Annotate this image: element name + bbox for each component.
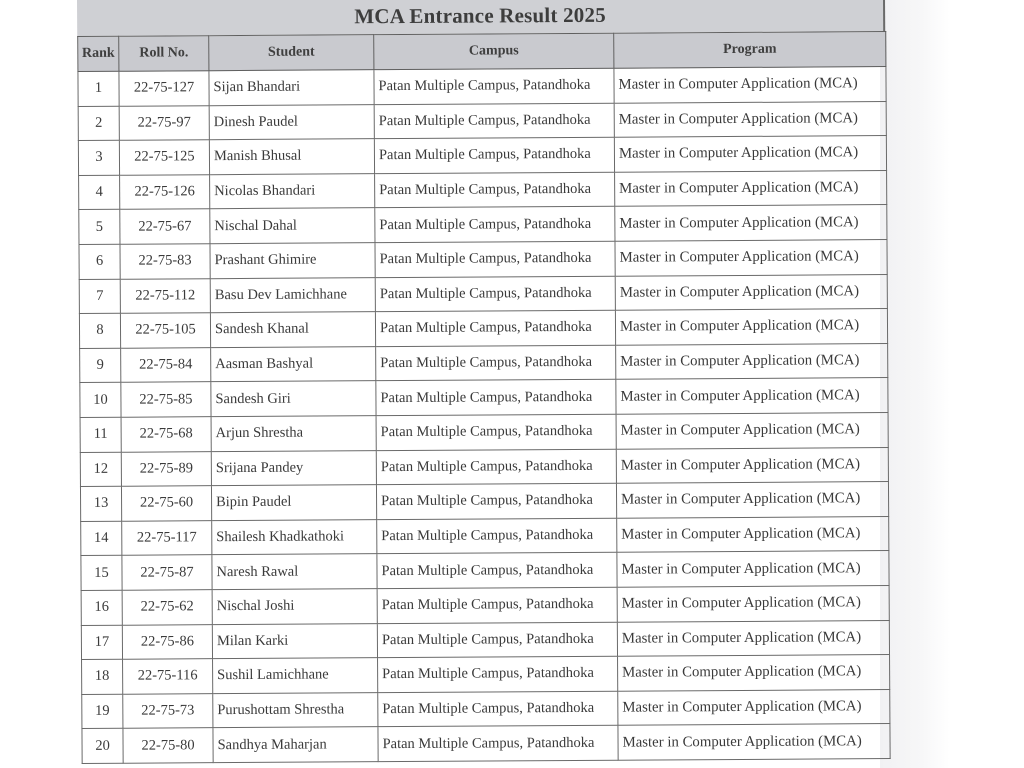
table-row — [79, 274, 887, 314]
program-cell: Master in Computer Application (MCA) — [614, 136, 886, 172]
campus-cell: Patan Multiple Campus, Patandhoka — [376, 483, 616, 519]
student-cell: Sandhya Maharjan — [213, 727, 378, 763]
rank-cell: 11 — [80, 417, 121, 452]
campus-cell: Patan Multiple Campus, Patandhoka — [374, 68, 614, 104]
rank-cell: 9 — [80, 348, 121, 383]
campus-cell: Patan Multiple Campus, Patandhoka — [375, 241, 615, 277]
table-row — [82, 655, 890, 695]
rank-cell: 10 — [80, 383, 121, 418]
rank-cell: 3 — [78, 140, 119, 175]
campus-cell: Patan Multiple Campus, Patandhoka — [377, 622, 617, 658]
column-header-roll: Roll No. — [119, 36, 209, 72]
table-row — [80, 482, 888, 522]
campus-cell: Patan Multiple Campus, Patandhoka — [374, 103, 614, 139]
student-cell: Manish Bhusal — [209, 139, 374, 175]
program-cell: Master in Computer Application (MCA) — [615, 205, 887, 241]
student-cell: Nischal Dahal — [210, 208, 375, 244]
table-row — [78, 67, 886, 107]
student-cell: Naresh Rawal — [212, 554, 377, 590]
table-row — [80, 343, 888, 383]
campus-cell: Patan Multiple Campus, Patandhoka — [376, 380, 616, 416]
table-row — [81, 620, 889, 660]
program-cell: Master in Computer Application (MCA) — [616, 447, 888, 483]
student-cell: Sijan Bhandari — [209, 70, 374, 106]
roll-cell: 22-75-73 — [123, 693, 213, 728]
roll-cell: 22-75-84 — [121, 347, 211, 382]
table-header-row — [78, 32, 886, 72]
student-cell: Sandesh Khanal — [210, 312, 375, 348]
table-row — [81, 551, 889, 591]
page-edge-shadow — [880, 0, 950, 768]
student-cell: Prashant Ghimire — [210, 243, 375, 279]
table-row — [80, 447, 888, 487]
program-cell: Master in Computer Application (MCA) — [617, 551, 889, 587]
program-cell: Master in Computer Application (MCA) — [614, 67, 886, 103]
table-row — [82, 689, 890, 729]
program-cell: Master in Computer Application (MCA) — [616, 482, 888, 518]
campus-cell: Patan Multiple Campus, Patandhoka — [376, 414, 616, 450]
table-row — [80, 378, 888, 418]
table-row — [80, 412, 888, 452]
student-cell: Purushottam Shrestha — [213, 692, 378, 728]
campus-cell: Patan Multiple Campus, Patandhoka — [377, 518, 617, 554]
column-header-program: Program — [614, 32, 886, 69]
campus-cell: Patan Multiple Campus, Patandhoka — [376, 449, 616, 485]
roll-cell: 22-75-127 — [119, 71, 209, 106]
campus-cell: Patan Multiple Campus, Patandhoka — [375, 310, 615, 346]
program-cell: Master in Computer Application (MCA) — [617, 620, 889, 656]
roll-cell: 22-75-126 — [120, 174, 210, 209]
program-cell: Master in Computer Application (MCA) — [618, 689, 890, 725]
program-cell: Master in Computer Application (MCA) — [616, 378, 888, 414]
table-row — [78, 101, 886, 141]
roll-cell: 22-75-89 — [121, 451, 211, 486]
student-cell: Srijana Pandey — [211, 450, 376, 486]
column-header-campus: Campus — [374, 33, 614, 69]
rank-cell: 6 — [79, 244, 120, 279]
campus-cell: Patan Multiple Campus, Patandhoka — [376, 345, 616, 381]
program-cell: Master in Computer Application (MCA) — [615, 240, 887, 276]
program-cell: Master in Computer Application (MCA) — [615, 274, 887, 310]
student-cell: Sandesh Giri — [211, 381, 376, 417]
table-row — [78, 136, 886, 176]
roll-cell: 22-75-68 — [121, 417, 211, 452]
rank-cell: 19 — [82, 694, 123, 729]
roll-cell: 22-75-125 — [119, 140, 209, 175]
campus-cell: Patan Multiple Campus, Patandhoka — [377, 553, 617, 589]
campus-cell: Patan Multiple Campus, Patandhoka — [377, 587, 617, 623]
program-cell: Master in Computer Application (MCA) — [618, 724, 890, 760]
rank-cell: 18 — [82, 659, 123, 694]
student-cell: Basu Dev Lamichhane — [210, 277, 375, 313]
campus-cell: Patan Multiple Campus, Patandhoka — [378, 656, 618, 692]
program-cell: Master in Computer Application (MCA) — [617, 516, 889, 552]
program-cell: Master in Computer Application (MCA) — [616, 412, 888, 448]
program-cell: Master in Computer Application (MCA) — [615, 309, 887, 345]
student-cell: Dinesh Paudel — [209, 104, 374, 140]
student-cell: Aasman Bashyal — [211, 346, 376, 382]
rank-cell: 5 — [79, 210, 120, 245]
document-title: MCA Entrance Result 2025 — [77, 0, 885, 36]
campus-cell: Patan Multiple Campus, Patandhoka — [374, 137, 614, 173]
table-row — [79, 205, 887, 245]
roll-cell: 22-75-97 — [119, 105, 209, 140]
roll-cell: 22-75-67 — [120, 209, 210, 244]
student-cell: Arjun Shrestha — [211, 416, 376, 452]
rank-cell: 20 — [82, 729, 123, 764]
campus-cell: Patan Multiple Campus, Patandhoka — [375, 207, 615, 243]
campus-cell: Patan Multiple Campus, Patandhoka — [375, 172, 615, 208]
student-cell: Shailesh Khadkathoki — [212, 519, 377, 555]
rank-cell: 7 — [79, 279, 120, 314]
result-sheet — [77, 0, 890, 764]
table-row — [82, 724, 890, 764]
table-row — [81, 585, 889, 625]
roll-cell: 22-75-60 — [121, 486, 211, 521]
campus-cell: Patan Multiple Campus, Patandhoka — [378, 725, 618, 761]
result-table — [77, 31, 890, 764]
program-cell: Master in Computer Application (MCA) — [614, 101, 886, 137]
roll-cell: 22-75-105 — [120, 313, 210, 348]
rank-cell: 16 — [81, 590, 122, 625]
campus-cell: Patan Multiple Campus, Patandhoka — [375, 276, 615, 312]
rank-cell: 17 — [81, 625, 122, 660]
program-cell: Master in Computer Application (MCA) — [615, 170, 887, 206]
student-cell: Sushil Lamichhane — [213, 658, 378, 694]
roll-cell: 22-75-87 — [122, 555, 212, 590]
roll-cell: 22-75-117 — [122, 520, 212, 555]
student-cell: Milan Karki — [212, 623, 377, 659]
roll-cell: 22-75-112 — [120, 278, 210, 313]
rank-cell: 4 — [79, 175, 120, 210]
rank-cell: 13 — [80, 486, 121, 521]
campus-cell: Patan Multiple Campus, Patandhoka — [378, 691, 618, 727]
rank-cell: 14 — [81, 521, 122, 556]
rank-cell: 12 — [80, 452, 121, 487]
student-cell: Bipin Paudel — [211, 485, 376, 521]
roll-cell: 22-75-86 — [122, 624, 212, 659]
student-cell: Nicolas Bhandari — [210, 173, 375, 209]
table-row — [79, 170, 887, 210]
program-cell: Master in Computer Application (MCA) — [616, 343, 888, 379]
column-header-rank: Rank — [78, 36, 119, 71]
student-cell: Nischal Joshi — [212, 589, 377, 625]
table-row — [81, 516, 889, 556]
roll-cell: 22-75-83 — [120, 244, 210, 279]
program-cell: Master in Computer Application (MCA) — [618, 655, 890, 691]
rank-cell: 1 — [78, 71, 119, 106]
roll-cell: 22-75-62 — [122, 590, 212, 625]
rank-cell: 15 — [81, 556, 122, 591]
column-header-student: Student — [209, 35, 374, 71]
table-row — [79, 309, 887, 349]
roll-cell: 22-75-85 — [121, 382, 211, 417]
table-row — [79, 240, 887, 280]
rank-cell: 8 — [79, 313, 120, 348]
rank-cell: 2 — [78, 106, 119, 141]
roll-cell: 22-75-116 — [123, 659, 213, 694]
roll-cell: 22-75-80 — [123, 728, 213, 763]
program-cell: Master in Computer Application (MCA) — [617, 585, 889, 621]
